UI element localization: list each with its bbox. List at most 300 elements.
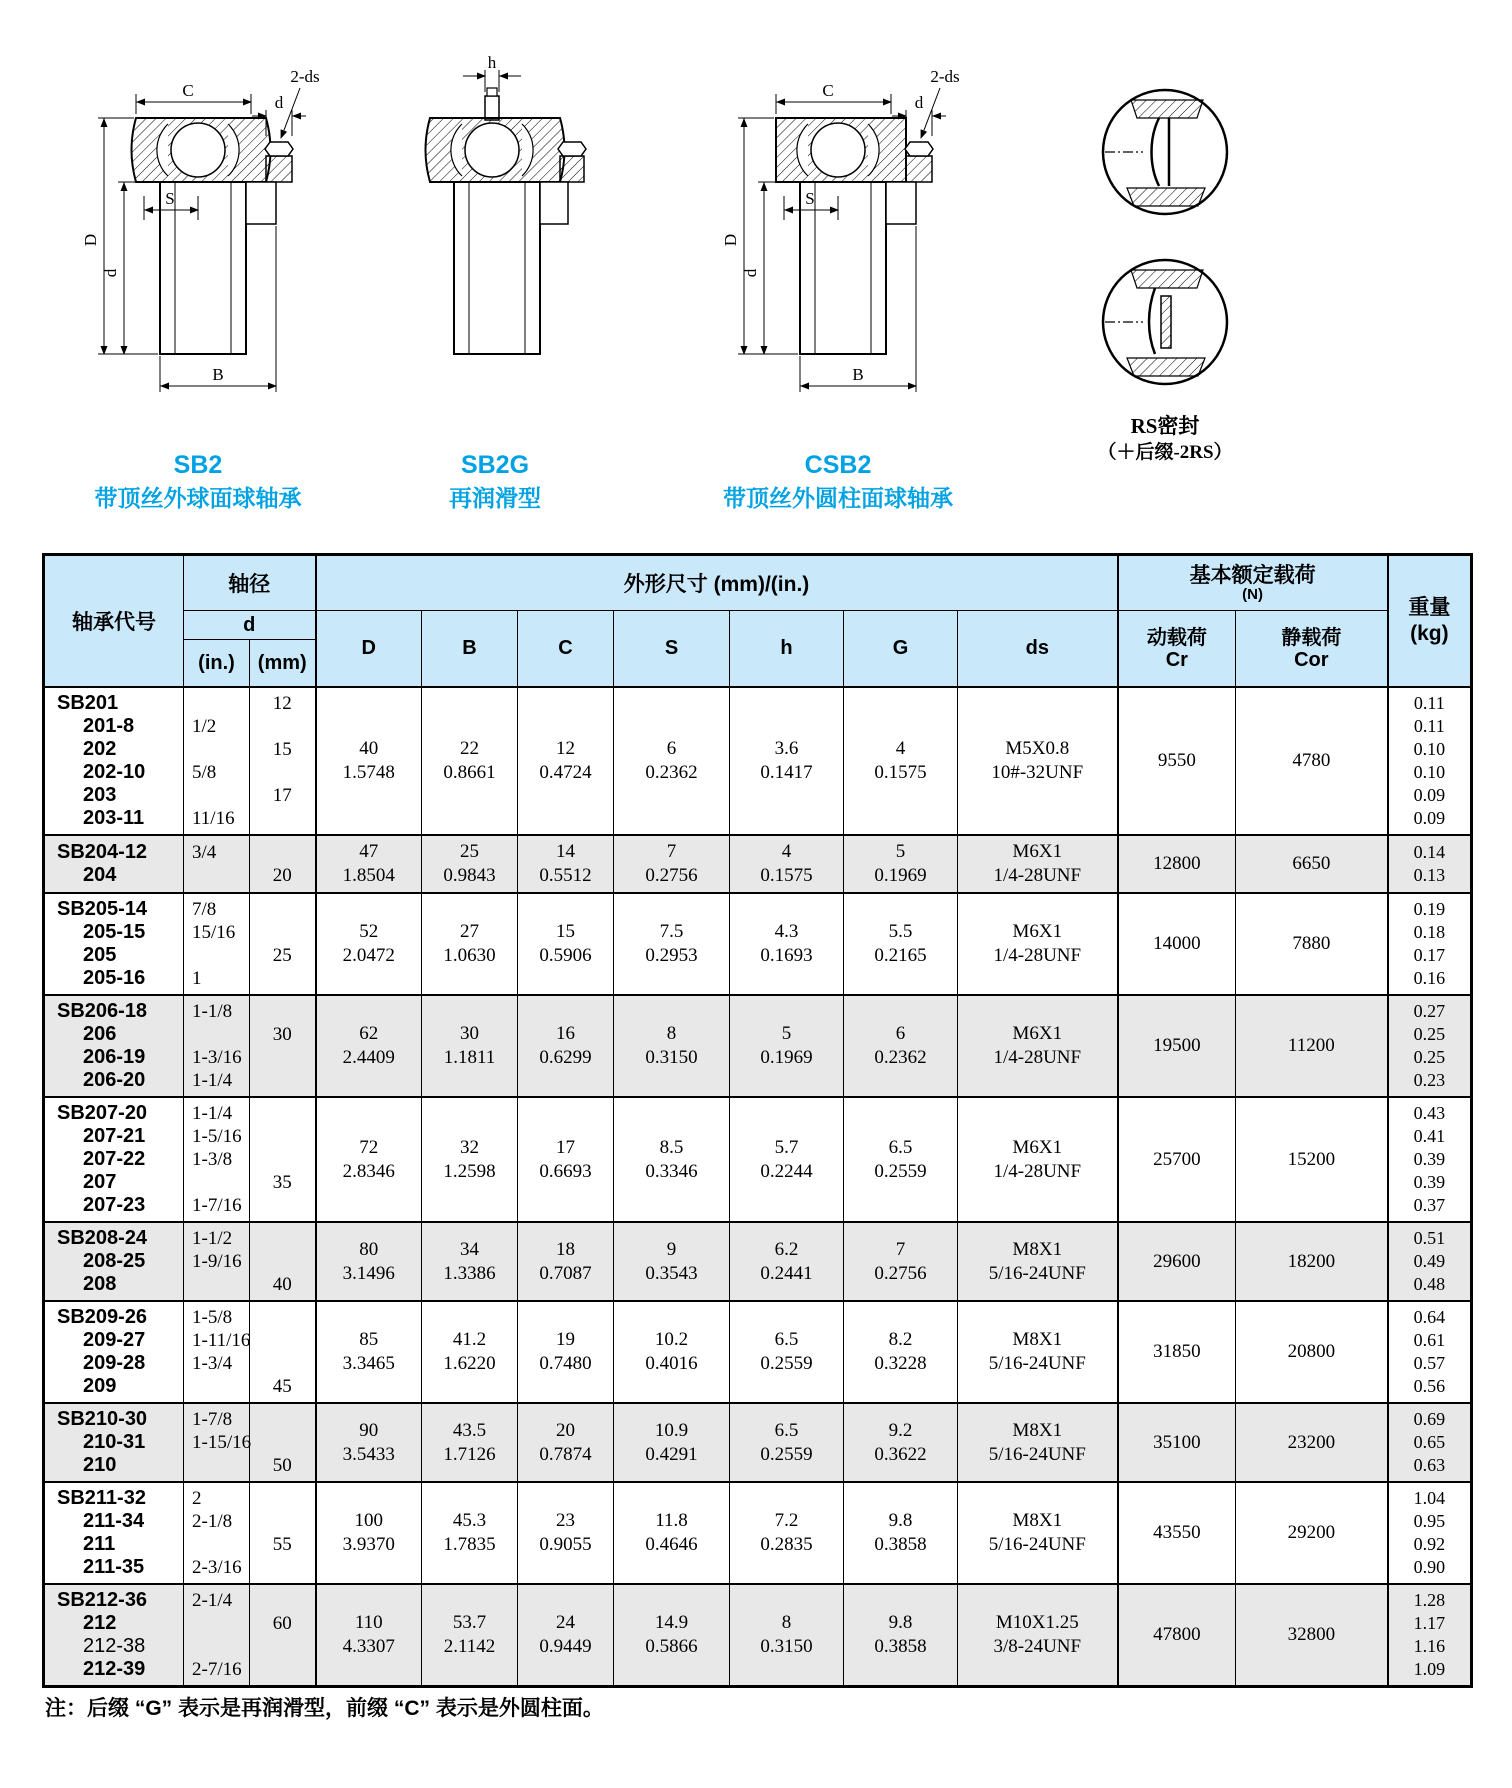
cr-value: 12800: [1153, 853, 1201, 874]
dim-h-inch: 0.2441: [760, 1262, 813, 1284]
dim-G-mm: 9.8: [888, 1510, 913, 1531]
dim-D-cell: [316, 1301, 422, 1403]
set-screw-boss: [266, 156, 292, 182]
dim-G-inch: 0.1575: [874, 762, 927, 783]
cr-cell: [1118, 1222, 1236, 1301]
seal-caption-line2: （＋后缀-2RS）: [1097, 442, 1233, 463]
shaft-dia-in: 1/2: [192, 716, 217, 737]
cr-value: 31850: [1153, 1341, 1201, 1362]
bearing-code: 210: [83, 1454, 117, 1476]
cr-cell: [1118, 835, 1236, 893]
shaft-dia-mm: [250, 1408, 315, 1431]
dim-G-cell: [844, 1097, 958, 1222]
dim-B-mm: 41.2: [452, 1329, 487, 1350]
bearing-code: 211: [83, 1533, 116, 1555]
bearing-spec-table: [42, 553, 1473, 1688]
dim-C-cell: [518, 1403, 614, 1482]
bearing-code: SB207-20: [57, 1102, 148, 1124]
shaft-dia-mm-cell: [250, 1301, 316, 1403]
dim-B-mm: 34: [460, 1238, 479, 1260]
shaft-dia-in: [184, 692, 249, 715]
weight-value: 0.56: [1413, 1376, 1446, 1396]
dim-C-mm: 14: [556, 841, 575, 862]
dim-B-mm: 53.7: [452, 1612, 487, 1633]
dim-S-cell: [614, 835, 730, 893]
dim-G-mm: 6.5: [888, 1136, 913, 1158]
bearing-code: 210-31: [83, 1431, 146, 1453]
dim-S-mm: 8: [666, 1023, 677, 1044]
grease-fitting-icon: [485, 96, 499, 120]
dim-D-mm: 40: [359, 738, 379, 759]
shaft-dia-in: [184, 1635, 249, 1658]
shaft-dia-mm: [250, 1510, 315, 1533]
shaft-dia-mm-cell: [250, 995, 316, 1097]
dim-S-inch: 0.2362: [645, 762, 698, 783]
weight-cell: [1388, 1097, 1472, 1222]
weight-value: 1.16: [1413, 1636, 1446, 1656]
dim-C-inch: 0.4724: [539, 762, 592, 783]
shaft-dia-mm: [250, 967, 315, 990]
dim-C-inch: 0.9055: [539, 1534, 592, 1555]
bearing-code: 206: [83, 1023, 117, 1045]
dim-h-cell: [730, 1301, 844, 1403]
shaft-dia-in: 3/4: [192, 842, 217, 863]
col-header-shaft-dia: 轴径: [184, 555, 316, 611]
bearing-code: 207: [83, 1171, 117, 1193]
col-header-bearing-code: 轴承代号: [44, 555, 184, 688]
ds-unf: 5/16-24UNF: [988, 1443, 1086, 1465]
bearing-code-cell: [44, 687, 184, 835]
ds-metric: M8X1: [1012, 1419, 1063, 1441]
bearing-code: SB210-30: [57, 1408, 148, 1430]
dim-D-mm: 72: [359, 1136, 379, 1158]
shaft-dia-mm: [250, 1250, 315, 1273]
inner-sleeve: [454, 182, 540, 354]
dim-h-mm: 6.5: [774, 1419, 799, 1441]
dim-h-mm: 3.6: [774, 738, 799, 759]
shaft-dia-in: 15/16: [192, 922, 236, 943]
bearing-code-cell: [44, 1301, 184, 1403]
shaft-dia-mm: 30: [272, 1024, 292, 1045]
dim-D-cell: [316, 1482, 422, 1584]
bearing-code: 206-20: [83, 1069, 146, 1091]
shaft-dia-in: 1-5/16: [192, 1126, 242, 1147]
dim-B-inch: 2.1142: [443, 1636, 496, 1657]
col-header-cr: [1118, 611, 1236, 688]
shaft-dia-mm: 20: [272, 865, 292, 886]
weight-value: 0.51: [1413, 1228, 1446, 1248]
dim-C-cell: [518, 1301, 614, 1403]
dim-label-b: B: [852, 365, 864, 384]
dim-C-inch: 0.5512: [539, 865, 592, 886]
ds-cell: [958, 995, 1118, 1097]
ds-cell: [958, 1403, 1118, 1482]
bearing-code: SB208-24: [57, 1227, 148, 1249]
shaft-dia-mm-cell: [250, 893, 316, 995]
bearing-code: SB212-36: [57, 1589, 148, 1611]
dim-S-cell: [614, 1584, 730, 1687]
cr-cell: [1118, 1584, 1236, 1687]
drawing-title-sb2g: [375, 448, 615, 514]
weight-value: 0.10: [1413, 739, 1446, 759]
bearing-code-cell: [44, 1097, 184, 1222]
dim-B-mm: 25: [460, 841, 479, 862]
shaft-dia-mm-cell: [250, 835, 316, 893]
cor-value: 32800: [1287, 1624, 1336, 1645]
dim-S-cell: [614, 1097, 730, 1222]
weight-value: 0.17: [1413, 945, 1446, 965]
table-row: [44, 893, 1472, 995]
bearing-code: 205: [83, 944, 117, 966]
shaft-dia-in: [184, 784, 249, 807]
weight-value: 0.41: [1413, 1126, 1446, 1146]
dim-C-cell: [518, 893, 614, 995]
table-row: [44, 1097, 1472, 1222]
cor-value: 23200: [1287, 1431, 1336, 1453]
shaft-dia-mm-cell: [250, 687, 316, 835]
dim-S-inch: 0.2953: [645, 945, 698, 966]
shaft-dia-mm: [250, 1125, 315, 1148]
cor-cell: [1236, 1301, 1388, 1403]
ball-icon: [465, 123, 519, 177]
dim-h-mm: 5: [781, 1023, 792, 1044]
dim-B-inch: 1.7835: [443, 1534, 496, 1555]
weight-unit: (kg): [1410, 622, 1449, 645]
shaft-dia-in: 7/8: [192, 899, 217, 920]
shaft-dia-in: 1-1/4: [192, 1070, 233, 1091]
col-header-in: (in.): [184, 640, 250, 688]
dim-h-mm: 4: [781, 841, 792, 862]
dim-C-cell: [518, 687, 614, 835]
bearing-code: SB201: [57, 692, 119, 714]
ds-cell: [958, 687, 1118, 835]
dim-G-mm: 9.2: [888, 1419, 913, 1441]
ds-metric: M10X1.25: [995, 1612, 1079, 1633]
dim-G-inch: 0.3858: [874, 1636, 927, 1657]
cr-sub: Cr: [1165, 648, 1188, 671]
shaft-dia-mm: [250, 1000, 315, 1023]
dim-G-mm: 7: [895, 1238, 906, 1260]
cor-cell: [1236, 1482, 1388, 1584]
shaft-dia-in: 1-1/2: [192, 1228, 233, 1249]
weight-value: 0.13: [1413, 865, 1446, 885]
dim-S-inch: 0.4646: [645, 1534, 698, 1555]
weight-value: 0.14: [1413, 842, 1446, 862]
dim-S-inch: 0.3150: [645, 1047, 698, 1068]
bearing-code: 205-16: [83, 967, 146, 989]
shaft-dia-in: 2-3/16: [192, 1557, 242, 1578]
dim-G-cell: [844, 1222, 958, 1301]
ds-cell: [958, 1222, 1118, 1301]
dim-B-mm: 45.3: [452, 1510, 487, 1531]
cr-cell: [1118, 995, 1236, 1097]
bearing-code-cell: [44, 1222, 184, 1301]
drawing-desc: 再润滑型: [449, 485, 541, 511]
dim-h-inch: 0.1417: [760, 762, 813, 783]
shaft-dia-mm: [250, 1194, 315, 1217]
shaft-dia-mm: [250, 1046, 315, 1069]
bearing-code: SB209-26: [57, 1306, 148, 1328]
dim-S-cell: [614, 995, 730, 1097]
col-header-d: d: [184, 611, 316, 640]
bearing-code: 208: [83, 1273, 117, 1295]
cr-value: 19500: [1153, 1035, 1201, 1056]
shaft-dia-in: 2-1/8: [192, 1511, 233, 1532]
col-header-S: S: [614, 611, 730, 688]
bearing-code-cell: [44, 1584, 184, 1687]
dim-G-cell: [844, 1403, 958, 1482]
dim-B-inch: 1.3386: [443, 1262, 496, 1284]
dim-C-mm: 12: [556, 738, 575, 759]
dim-B-mm: 32: [460, 1136, 479, 1158]
dim-h-cell: [730, 1482, 844, 1584]
shaft-dia-in-cell: [184, 835, 250, 893]
dim-G-mm: 8.2: [888, 1329, 913, 1350]
shaft-dia-mm: 25: [272, 945, 292, 966]
dim-h-cell: [730, 1222, 844, 1301]
shaft-dia-in: [184, 944, 249, 967]
dim-C-inch: 0.7087: [539, 1262, 592, 1284]
footnote: 注：后缀 “G” 表示是再润滑型，前缀 “C” 表示是外圆柱面。: [45, 1697, 604, 1720]
col-header-weight: [1388, 555, 1472, 688]
table-row: [44, 835, 1472, 893]
dim-label-d-top: d: [274, 93, 284, 112]
shaft-dia-mm-cell: [250, 1222, 316, 1301]
col-header-D: D: [316, 611, 422, 688]
dim-label-h: h: [487, 53, 497, 72]
weight-cell: [1388, 1222, 1472, 1301]
shaft-dia-mm: [250, 841, 315, 864]
dim-D-mm: 85: [359, 1329, 379, 1350]
col-header-mm: (mm): [250, 640, 316, 688]
dim-D-inch: 3.3465: [342, 1353, 395, 1374]
weight-value: 0.61: [1413, 1330, 1446, 1350]
dim-D-cell: [316, 995, 422, 1097]
dim-h-cell: [730, 1584, 844, 1687]
bearing-code: 207-23: [83, 1194, 146, 1216]
dim-C-inch: 0.6693: [539, 1160, 592, 1182]
weight-value: 0.10: [1413, 762, 1446, 782]
seal-caption: [1035, 412, 1295, 466]
shaft-dia-in-cell: [184, 687, 250, 835]
bearing-code: 209: [83, 1375, 117, 1397]
dim-G-inch: 0.2362: [874, 1047, 927, 1068]
set-screw-boss: [906, 156, 932, 182]
weight-value: 0.90: [1413, 1557, 1446, 1577]
dim-label-2ds: 2-ds: [930, 67, 960, 86]
cor-label: 静载荷: [1281, 626, 1342, 649]
table-row: [44, 1403, 1472, 1482]
table-row: [44, 687, 1472, 835]
cor-cell: [1236, 893, 1388, 995]
bearing-code: 212-39: [83, 1658, 146, 1680]
dim-S-cell: [614, 687, 730, 835]
bearing-code: 203: [83, 784, 117, 806]
bearing-code-cell: [44, 1403, 184, 1482]
shaft-dia-mm: [250, 761, 315, 784]
dim-B-inch: 1.0630: [443, 945, 496, 966]
dim-B-cell: [422, 1301, 518, 1403]
dim-G-mm: 5.5: [888, 921, 913, 942]
dim-B-cell: [422, 995, 518, 1097]
dim-D-inch: 1.8504: [342, 865, 395, 886]
dim-D-cell: [316, 1403, 422, 1482]
dim-B-inch: 1.6220: [443, 1353, 496, 1374]
table-row: [44, 1301, 1472, 1403]
dim-h-inch: 0.1969: [760, 1047, 813, 1068]
weight-value: 0.16: [1413, 968, 1446, 988]
dim-D-inch: 3.5433: [342, 1443, 395, 1465]
cor-value: 20800: [1287, 1341, 1336, 1362]
weight-value: 0.37: [1413, 1195, 1446, 1215]
load-group-label: 基本额定载荷: [1189, 563, 1316, 587]
shaft-dia-mm: 12: [272, 693, 292, 714]
cor-cell: [1236, 835, 1388, 893]
dim-D-cell: [316, 893, 422, 995]
dim-D-inch: 2.4409: [342, 1047, 395, 1068]
shaft-dia-in-cell: [184, 1222, 250, 1301]
dim-S-inch: 0.5866: [645, 1636, 698, 1657]
dim-S-mm: 14.9: [654, 1612, 689, 1633]
shaft-dia-in: [184, 1533, 249, 1556]
dim-D-inch: 2.8346: [342, 1160, 395, 1182]
dim-B-inch: 0.9843: [443, 865, 496, 886]
cr-value: 43550: [1153, 1522, 1201, 1543]
weight-value: 0.19: [1413, 899, 1446, 919]
dim-S-cell: [614, 1222, 730, 1301]
dim-S-mm: 6: [666, 738, 677, 759]
shaft-dia-mm: [250, 1487, 315, 1510]
weight-value: 1.04: [1413, 1488, 1446, 1508]
ds-unf: 5/16-24UNF: [988, 1353, 1086, 1374]
dim-label-c: C: [822, 81, 834, 100]
dim-h-cell: [730, 1403, 844, 1482]
dim-h-inch: 0.2559: [760, 1353, 813, 1374]
cor-value: 11200: [1287, 1035, 1335, 1056]
ds-metric: M8X1: [1012, 1510, 1063, 1531]
drawing-desc: 带顶丝外圆柱面球轴承: [723, 485, 953, 511]
shaft-dia-in: [184, 1023, 249, 1046]
shaft-dia-mm-cell: [250, 1403, 316, 1482]
load-group-unit: (N): [1242, 585, 1263, 603]
dim-h-inch: 0.3150: [760, 1636, 813, 1657]
cor-value: 18200: [1287, 1250, 1336, 1272]
dim-C-mm: 20: [556, 1419, 575, 1441]
weight-value: 0.39: [1413, 1172, 1446, 1192]
shaft-dia-mm: 40: [272, 1274, 292, 1295]
col-header-B: B: [422, 611, 518, 688]
dim-C-cell: [518, 1482, 614, 1584]
dim-label-d-left: d: [741, 268, 760, 278]
shaft-dia-mm: 60: [272, 1613, 292, 1634]
ds-unf: 1/4-28UNF: [993, 865, 1082, 886]
shaft-dia-in: 1: [192, 968, 202, 989]
set-screw-boss: [560, 156, 584, 182]
weight-value: 0.69: [1413, 1409, 1446, 1429]
ds-metric: M5X0.8: [1005, 738, 1070, 759]
dim-D-inch: 4.3307: [342, 1636, 395, 1657]
dim-h-mm: 6.2: [774, 1238, 799, 1260]
dim-label-2ds: 2-ds: [290, 67, 320, 86]
dim-S-mm: 8.5: [659, 1136, 684, 1158]
cr-cell: [1118, 1403, 1236, 1482]
ds-unf: 1/4-28UNF: [993, 945, 1082, 966]
dim-B-cell: [422, 1097, 518, 1222]
dim-G-inch: 0.3228: [874, 1353, 927, 1374]
ball-icon: [171, 123, 225, 177]
dim-S-cell: [614, 1482, 730, 1584]
shaft-dia-mm: [250, 1589, 315, 1612]
dim-h-inch: 0.2835: [760, 1534, 813, 1555]
weight-cell: [1388, 893, 1472, 995]
shaft-dia-mm: [250, 1556, 315, 1579]
dim-h-inch: 0.1693: [760, 945, 813, 966]
shaft-dia-in: [184, 1375, 249, 1398]
shaft-dia-in: 2: [192, 1488, 202, 1509]
dim-h-mm: 6.5: [774, 1329, 799, 1350]
bearing-code: 207-21: [83, 1125, 146, 1147]
dim-S-cell: [614, 893, 730, 995]
shaft-dia-in: 1-7/8: [192, 1409, 233, 1430]
drawing-code: CSB2: [804, 451, 872, 479]
shaft-dia-in: 1-1/4: [192, 1103, 233, 1124]
bearing-code-cell: [44, 835, 184, 893]
dim-h-mm: 4.3: [774, 921, 799, 942]
dim-B-mm: 22: [460, 738, 479, 759]
bearing-code: SB205-14: [57, 898, 148, 920]
shaft-dia-mm: [250, 1431, 315, 1454]
table-row: [44, 995, 1472, 1097]
dim-B-inch: 1.7126: [443, 1443, 496, 1465]
weight-cell: [1388, 995, 1472, 1097]
ds-metric: M6X1: [1012, 1023, 1063, 1044]
dim-B-inch: 1.2598: [443, 1160, 496, 1182]
set-screw-icon: [905, 142, 933, 156]
weight-value: 0.11: [1413, 716, 1445, 736]
dim-C-inch: 0.7874: [539, 1443, 592, 1465]
dim-B-cell: [422, 687, 518, 835]
dim-B-mm: 27: [460, 921, 479, 942]
set-screw-icon: [558, 142, 586, 156]
shaft-dia-in: 1-15/16: [192, 1432, 252, 1453]
seal-detail-top: [1085, 72, 1245, 232]
set-screw-icon: [265, 142, 293, 156]
dim-S-cell: [614, 1301, 730, 1403]
cr-value: 29600: [1153, 1250, 1201, 1272]
dim-h-inch: 0.1575: [760, 865, 813, 886]
shaft-dia-mm: [250, 1329, 315, 1352]
shaft-dia-mm: [250, 898, 315, 921]
shaft-dia-mm: [250, 1306, 315, 1329]
shaft-dia-in-cell: [184, 1584, 250, 1687]
bearing-code: 204: [83, 864, 117, 886]
bearing-code: 201-8: [83, 715, 135, 737]
cr-value: 14000: [1153, 933, 1201, 954]
shaft-dia-in: 11/16: [192, 808, 235, 829]
shaft-dia-in: 1-3/16: [192, 1047, 242, 1068]
shaft-dia-in: 1-1/8: [192, 1001, 233, 1022]
cor-sub: Cor: [1294, 648, 1329, 671]
dim-h-inch: 0.2559: [760, 1443, 813, 1465]
dim-C-mm: 16: [556, 1023, 575, 1044]
cor-value: 7880: [1292, 933, 1331, 954]
weight-value: 0.11: [1413, 693, 1445, 713]
col-header-h: h: [730, 611, 844, 688]
weight-cell: [1388, 835, 1472, 893]
technical-drawing-sb2g: [375, 38, 615, 433]
dim-label-D: D: [81, 233, 100, 247]
dim-B-cell: [422, 1482, 518, 1584]
